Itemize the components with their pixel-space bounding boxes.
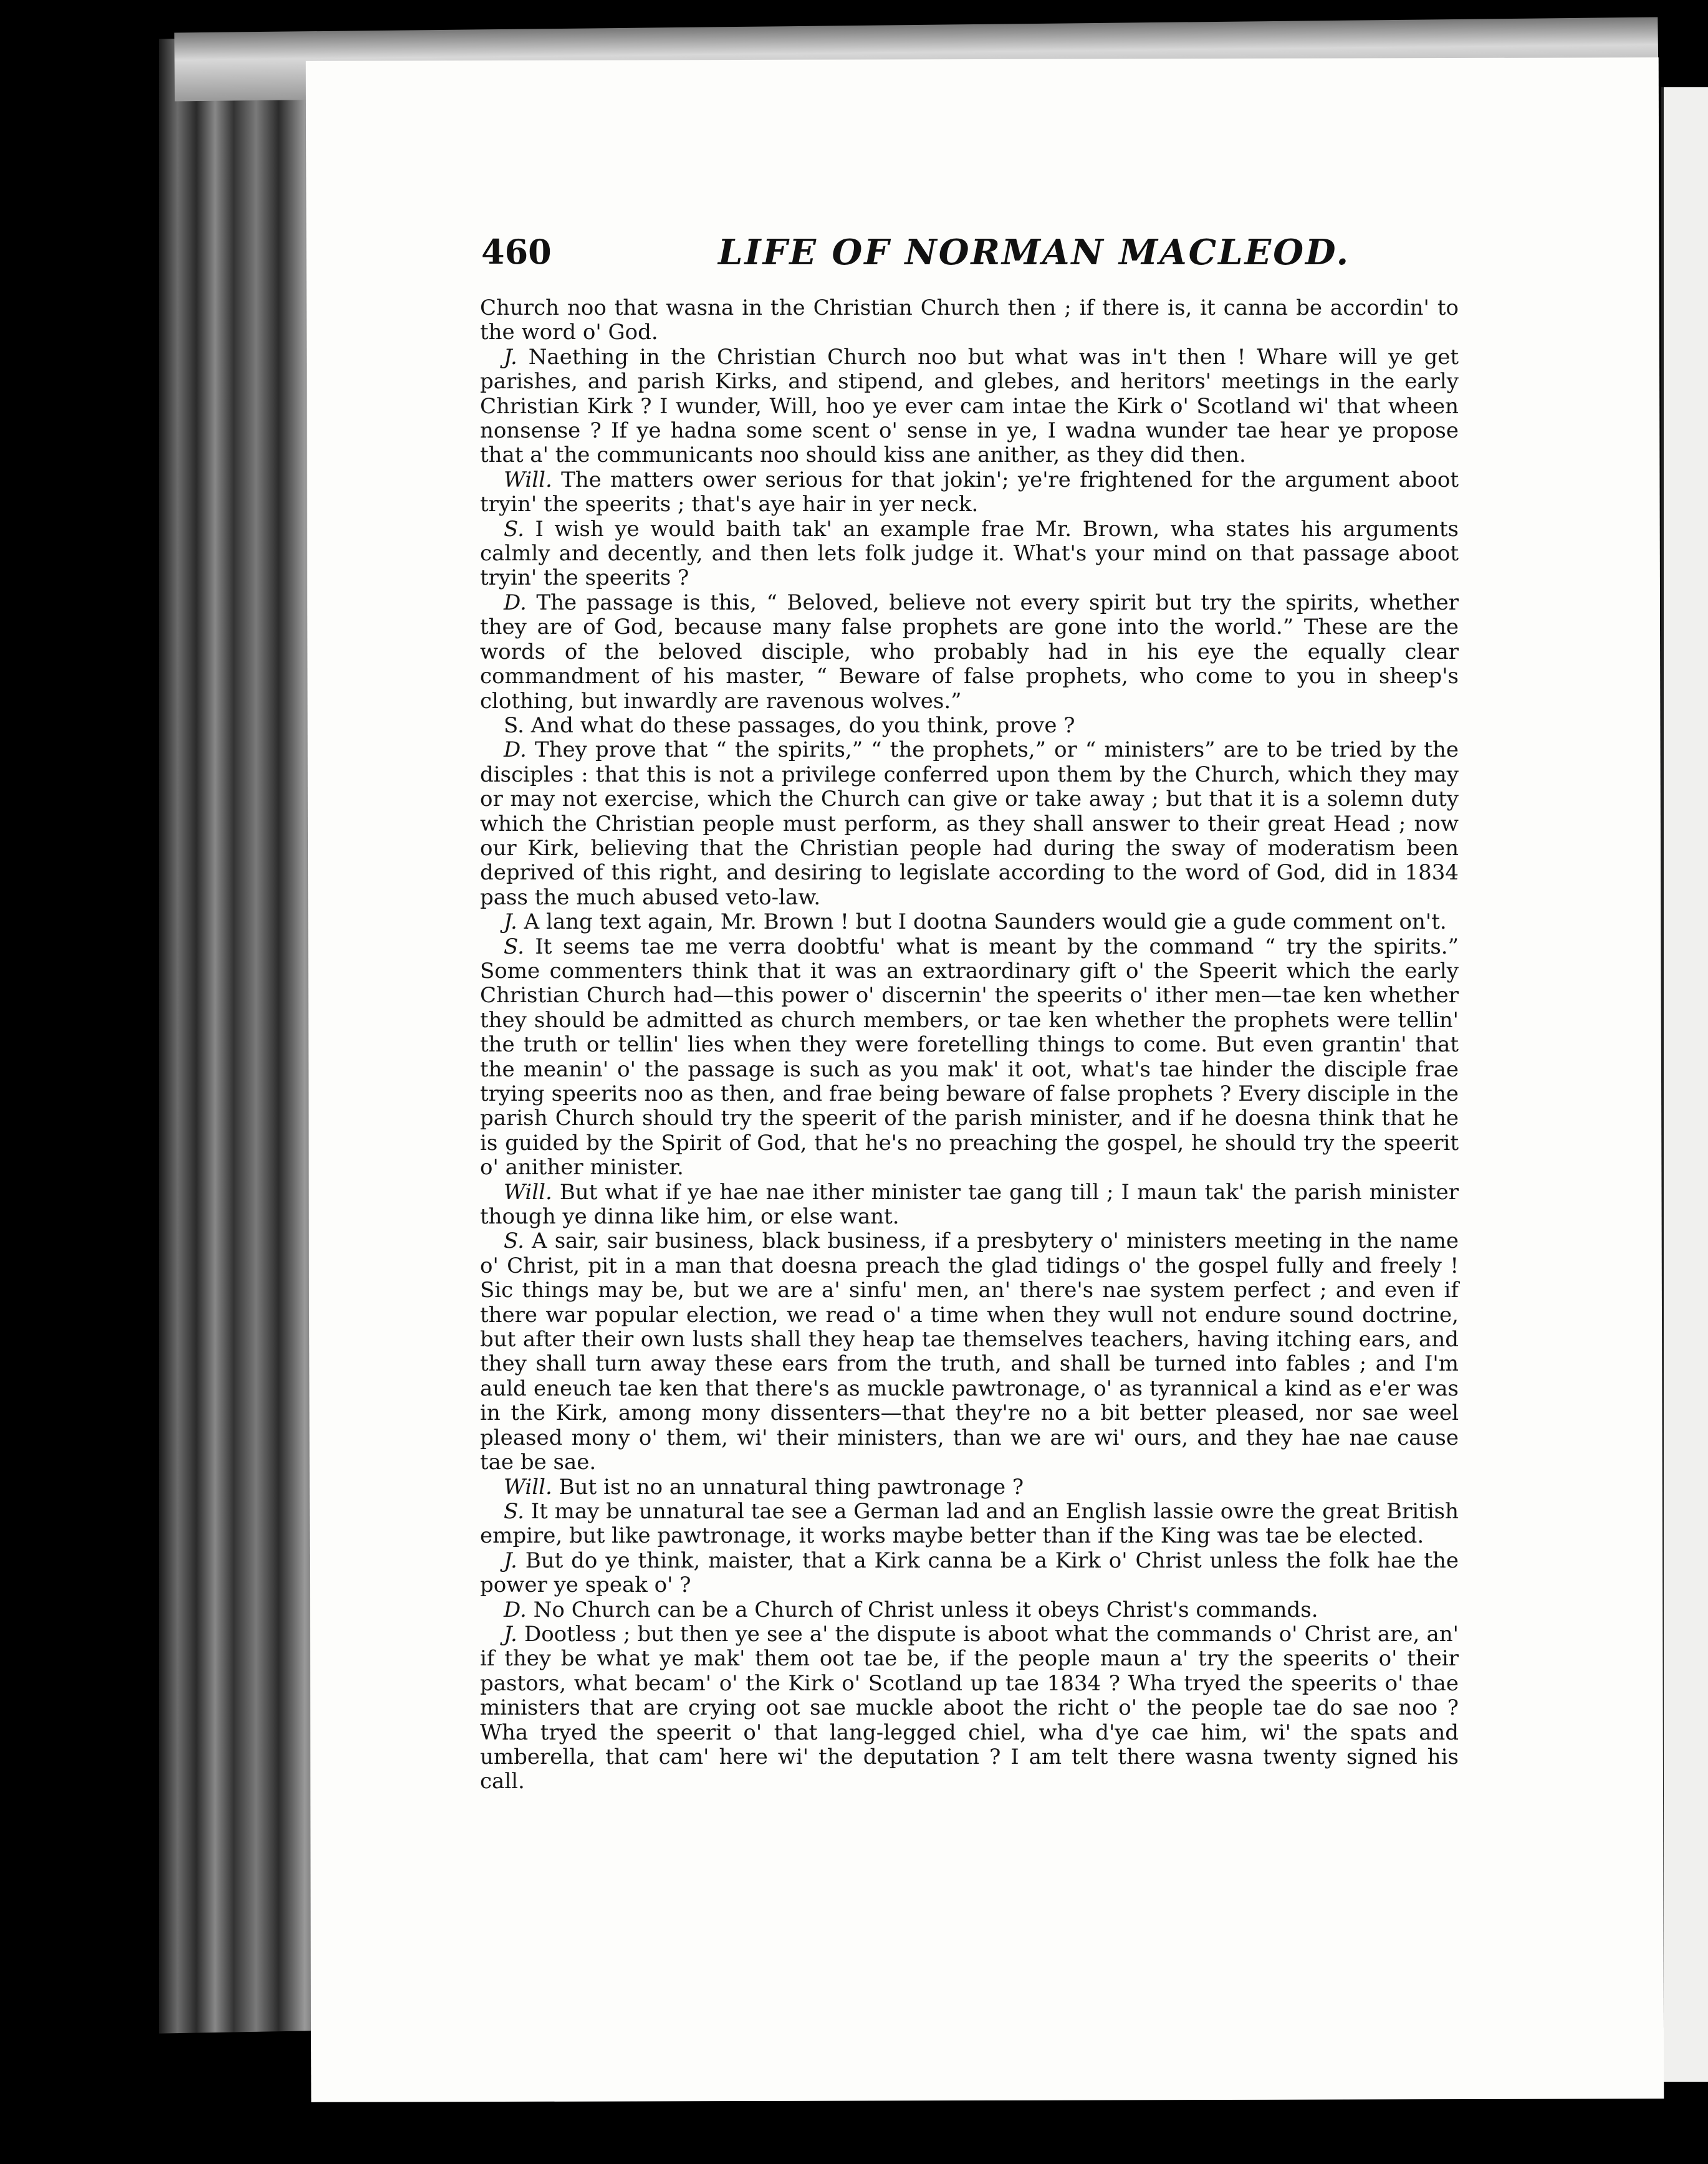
paragraph-text: No Church can be a Church of Christ unless it obeys Christ's commands. [533,1597,1318,1622]
paragraph-text: I wish ye would baith tak' an example frae Mr. Brown, wha states his arguments calmly and decently, and then lets folk judge it. What's your mind on that passage aboot tryin' the speerits ? [480,516,1459,591]
running-title: LIFE OF NORMAN MACLEOD. [718,232,1351,273]
speaker-label: Will. [504,467,552,492]
speaker-label: J. [504,344,517,370]
paragraph [480,738,1459,910]
paragraph [480,468,1459,517]
paragraph-text: A lang text again, Mr. Brown ! but I dootna Saunders would gie a gude comment on't. [524,909,1447,935]
speaker-label: J. [504,909,517,935]
page-number: 460 [481,232,552,272]
paragraph [480,1475,1459,1500]
paragraph-text: It seems tae me verra doobtfu' what is meant by the command “ try the spirits.” Some commenters think that it was an extraordinary gift o' the Speerit which the early Christian Church had—this power o' discernin' the speerits o' ither men—tae ken whether they should be admitted as church members, or tae ken whether the prophets were tellin' the truth or tellin' lies when they were foretelling things to come. But even grantin' that the meanin' o' the passage is such as you mak' it oot, what's tae hinder the disciple frae trying speerits noo as then, and frae being beware of false prophets ? Every disciple in the parish Church should try the speerit of the parish minister, and if he doesna think that he is guided by the Spirit of God, that he's no preaching the gospel, he should try the speerit o' anither minister. [480,934,1459,1180]
speaker-label: J. [504,1621,517,1647]
paragraph [480,1500,1459,1549]
speaker-label: D. [504,737,527,763]
speaker-label: S. [504,1498,524,1524]
paragraph-text: The passage is this, “ Beloved, believe not every spirit but try the spirits, whether they are of God, because many false prophets are gone into the world.” These are the words of the beloved disciple, who probably had in his eye the equally clear commandment of his master, “ Beware of false prophets, who come to you in sheep's clothing, but inwardly are ravenous wolves.” [480,590,1459,714]
paragraph-text: S. And what do these passages, do you think, prove ? [504,712,1075,738]
paragraph [480,714,1459,738]
paragraph [480,517,1459,591]
paragraph-text: Church noo that wasna in the Christian Church then ; if there is, it canna be accordin' to the word o' God. [480,295,1459,345]
paragraph [480,296,1459,345]
paragraph-text: Naething in the Christian Church noo but what was in't then ! Whare will ye get parishes, and parish Kirks, and stipend, and glebes, and heritors' meetings in the early Christian Kirk ? I wunder, Will, hoo ye ever cam intae the Kirk o' Scotland wi' that wheen nonsense ? If ye hadna some scent o' sense in ye, I wadna wunder tae hear ye propose that a' the communicants noo should kiss ane anither, as they did then. [480,344,1459,468]
facing-page-edge [1661,87,1708,2082]
paragraph [480,591,1459,714]
paragraph [480,1598,1459,1622]
paragraph-text: They prove that “ the spirits,” “ the prophets,” or “ ministers” are to be tried by the disciples : that this is not a privilege conferred upon them by the Church, which they may or may not exercise, which the Church can give or take away ; but that it is a solemn duty which the Christian people must perform, as they shall answer to their great Head ; now our Kirk, believing that the Christian people had during the sway of moderatism been deprived of this right, and desiring to legislate according to the word of God, did in 1834 pass the much abused veto-law. [480,737,1459,910]
paragraph-text: But what if ye hae nae ither minister tae gang till ; I maun tak' the parish minister though ye dinna like him, or else want. [480,1179,1459,1230]
paragraph-text: It may be unnatural tae see a German lad and an English lassie owre the great British empire, but like pawtronage, it works maybe better than if the King was tae be elected. [480,1498,1459,1549]
paragraph-text: The matters ower serious for that jokin'; ye're frightened for the argument aboot tryin' the speerits ; that's aye hair in yer neck. [480,467,1459,517]
page-header [481,232,1351,275]
paragraph [480,935,1459,1180]
speaker-label: D. [504,590,527,615]
paragraph-text: A sair, sair business, black business, if a presbytery o' ministers meeting in the name o' Christ, pit in a man that doesna preach the glad tidings o' the gospel fully and freely ! Sic things may be, but we are a' sinfu' men, an' there's nae system perfect ; and even if there war popular election, we read o' a time when they wull not endure sound doctrine, but after their own lusts shall they heap tae themselves teachers, having itching ears, and they shall turn away these ears from the truth, and shall be turned into fables ; and I'm auld eneuch tae ken that there's as muckle pawtronage, o' as tyrannical a kind as e'er was in the Kirk, among mony dissenters—that they're no a bit better pleased, nor sae weel pleased mony o' them, wi' their ministers, than we are wi' ours, and they hae nae cause tae be sae. [480,1228,1459,1475]
speaker-label: Will. [504,1474,552,1500]
paragraph-text: But do ye think, maister, that a Kirk canna be a Kirk o' Christ unless the folk hae the power ye speak o' ? [480,1548,1459,1598]
speaker-label: J. [504,1548,517,1573]
speaker-label: S. [504,1228,524,1254]
paragraph [480,1229,1459,1475]
speaker-label: Will. [504,1179,552,1205]
speaker-label: D. [504,1597,527,1622]
paragraph-text: But ist no an unnatural thing pawtronage ? [559,1474,1024,1500]
paragraph [480,1622,1459,1794]
speaker-label: S. [504,516,524,542]
paragraph [480,345,1459,468]
paragraph [480,910,1459,934]
paragraph [480,1549,1459,1598]
paragraph-text: Dootless ; but then ye see a' the dispute is aboot what the commands o' Christ are, an' if they be what ye mak' them oot tae be, if the people maun a' try the speerits o' their pastors, what becam' o' the Kirk o' Scotland up tae 1834 ? Wha tryed the speerits o' thae ministers that are crying oot sae muckle aboot the richt o' the people tae do sae noo ? Wha tryed the speerit o' that lang-legged chiel, wha d'ye cae him, wi' the spats and umberella, that cam' here wi' the deputation ? I am telt there wasna twenty signed his call. [480,1621,1459,1794]
paragraph [480,1180,1459,1230]
body-text [480,296,1459,1794]
speaker-label: S. [504,934,524,959]
